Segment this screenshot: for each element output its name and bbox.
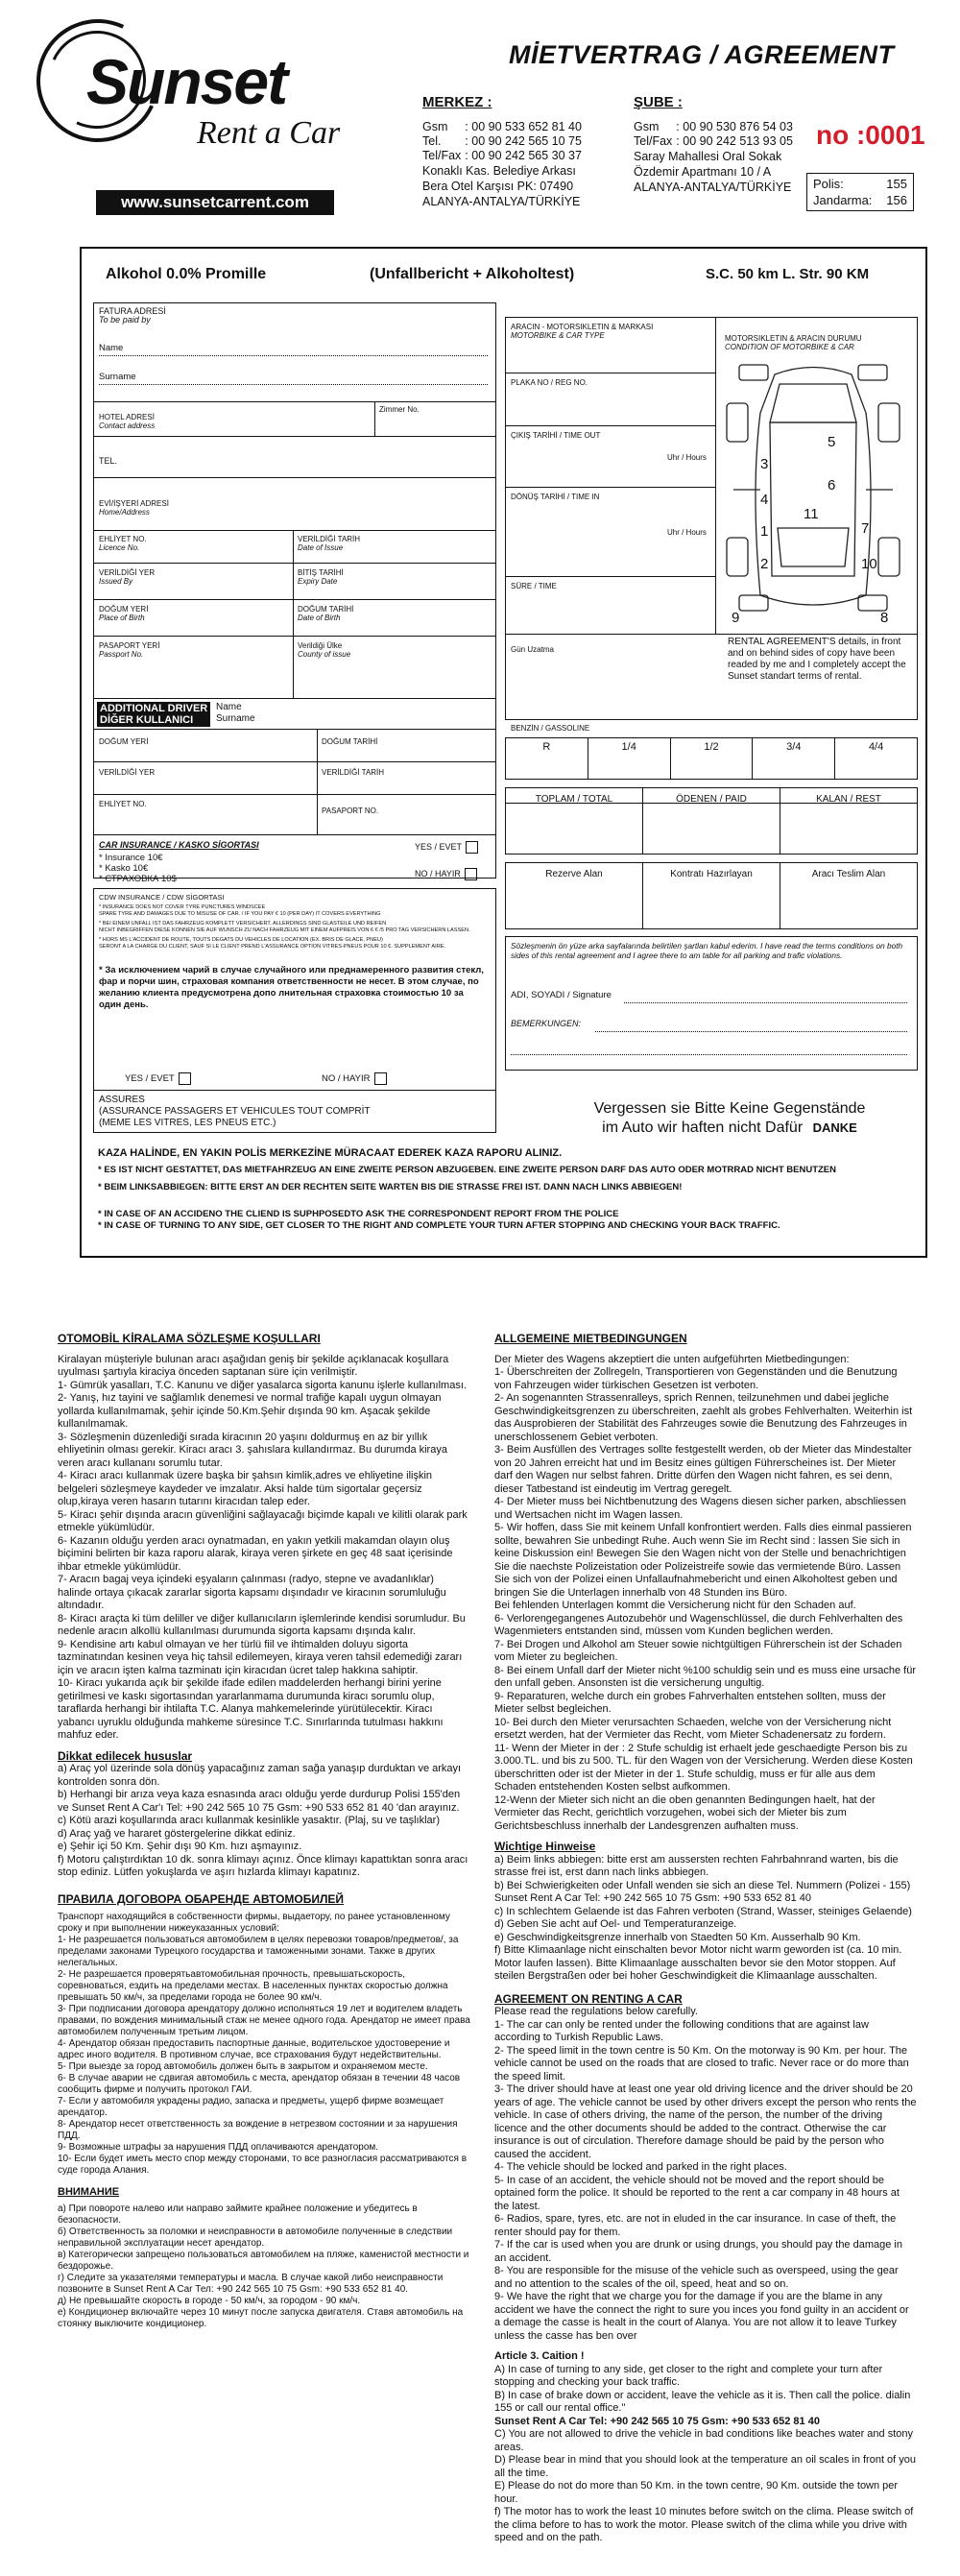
return-hours-label: Uhr / Hours (667, 528, 707, 537)
duration-label: SÜRE / TIME (511, 582, 557, 590)
exit-hours-label: Uhr / Hours (667, 453, 707, 462)
car-damage-diagram[interactable] (722, 355, 904, 626)
fuel-three-quarter[interactable]: 3/4 (753, 738, 835, 779)
fuel-label: BENZİN / GASSOLINE (511, 724, 590, 733)
alcohol-limit: Alkohol 0.0% Promille (106, 266, 267, 282)
danke-text: DANKE (812, 1120, 857, 1135)
tr-terms-title: OTOMOBİL KİRALAMA SÖZLEŞME KOŞULLARI (58, 1332, 321, 1345)
signatures-table (505, 862, 918, 929)
merkez-heading: MERKEZ : (422, 94, 492, 110)
insurance-no-checkbox[interactable] (465, 868, 477, 880)
contract-number: no :0001 (816, 120, 925, 150)
ad-birth-place-label: DOĞUM YERİ (99, 737, 149, 746)
brand-name: Sunset (86, 46, 287, 117)
zone-11: 11 (804, 506, 819, 522)
document-title: MİETVERTRAG / AGREEMENT (509, 40, 895, 69)
cdw-yes[interactable]: YES / EVET (125, 1072, 191, 1085)
payment-table (505, 787, 918, 855)
hotel-address-label: HOTEL ADRESİ Contact address (99, 413, 156, 430)
general-warnings: * ES IST NICHT GESTATTET, DAS MIETFAHRZEUG AN EINE ZWEITE PERSON ABZUGEBEN. EINE ZWEITE PERSON DARF DAS AUTO ODER MOTRRAD NICHT BENUTZEN * BEIM LINKSABBIEGEN: BITTE ERST AN DER RECHTEN SEITE WARTEN BIS DIE STRASSE FREI IST. DANN NACH LINKS ABBIEGEN! * IN CASE OF AN ACCIDENO THE CLIEND IS SUPHPOSEDTO ASK THE CORRESPONDENT REPORT FROM THE POLICE * IN CASE OF TURNING TO ANY SIDE, GET CLOSER TO THE RIGHT AND COMPLETE YOUR TURN AFTER STOPPING AND CHECKING YOUR BACK TRAFFIC. (98, 1165, 836, 1231)
vehicle-brand-label: ARACIN - MOTORSIKLETIN & MARKASI MOTORBIKE & CAR TYPE (511, 323, 654, 340)
terms-german-english: ALLGEMEINE MIETBEDINGUNGEN Der Mieter des Wagens akzeptiert die unten aufgeführten Mietbedingungen: 1- Überschreiten der Zollregeln, Transportieren von Gegenständen und die Benutzung von Fahrzeugen wider türkischen Gesetzen ist verboten. 2- An sogenannten Strassenralleys, sprich Rennen, teilzunehmen und dabei jegliche Geschwindigkeitsgrenzen zu überschreiten, zaehlt als grobes Fehlverhalten. Weiterhin ist das Ausprobieren der Stabilität des Fahrzeuges sowie die Benutzung des Fahrzeuges in unerschlossenem Gebiet verboten. 3- Beim Ausfüllen des Vertrages sollte festgestellt werden, ob der Mieter das Mindestalter von 20 Jahren erreicht hat und im Besitz eines gültigen Führerscheines ist. Der Mieter darf den Wagen nur selbst fahren. Dritte dürfen den Wagen nicht fahren, es sei denn, dieser Tatbestand ist eindeutig im Vertrag geregelt. 4- Der Mieter muss bei Nichtbenutzung des Wagens diesen sicher parken, abschliessen und Wertsachen nicht im Wagen lassen. 5- Wir hoffen, dass Sie mit keinem Unfall konfrontiert werden. Falls dies einmal passieren sollte, bewahren Sie unbedingt Ruhe. Auch wenn Sie im Recht sind : lassen Sie sich in keine Diskussion ein! Bewegen Sie den Wagen nicht von der Stelle und benachrichtigen Sie die naechste Polizeistation oder Polizeistreife sowie das vermietende Büro. Lassen Sie sich von der Polizei einen Unfallaufnahmebericht und einen Alkoholtest geben und bringen Sie die Unterlagen innerhalb von 48 Stunden ins Büro. Bei fehlenden Unterlagen kommt die Versicherung nicht für den Schaden auf. 6- Verlorengegangenes Autozubehör und Wagenschlüssel, die durch Fehlverhalten des Wagenmieters entstanden sind, müssen vom Kunden beglichen werden. 7- Bei Drogen und Alkohol am Steuer sowie nichtgültigen Führerschein ist der Schaden vom Mieter zu begleichen. 8- Bei einem Unfall darf der Mieter nicht %100 schuldig sein und es muss eine ursache für den unfall geben. Ansonsten ist die versicherung ungultig. 9- Reparaturen, welche durch ein grobes Fahrverhalten entstehen sollten, muss der Mieter selbst begleichen. 10- Bei durch den Mieter verursachten Schaeden, welche von der Versicherung nicht ersetzt werden, hat der Vermieter das Recht, vom Mieter Schadenersatz zu fordern. 11- Wenn der Mieter in der : 2 Stufe schuldig ist erhaelt jede geschaedigte Person bis zu 3.000.TL. und bis zu 500. TL. für den Wagen von der Versicherung. Werden diese Kosten überschritten oder ist der Mieter in der 1. Stufe schuldig, muss er für alle aus dem Schaden entstehenden Kosten selbst aufkommen. 12-Wenn der Mieter sich nicht an die oben genannten Bedingungen haelt, hat der Vermieter das Recht, gerichtlich vorzugehen, wobei sich der Mieter bis zum Gerichtsbeschluss innerhalb der Landesgrenzen aufhalten muss. Wichtige Hinweise a) Beim links abbiegen: bitte erst am aussersten rechten Fahrbahnrand warten, bis die strasse frei ist, erst dann nach links abbiegen. b) Bei Schwierigkeiten oder Unfall wenden sie sich an diese Tel. Nummern (Polizei - 155) Sunset Rent A Car Tel: +90 242 565 10 75 Gsm: +90 533 652 81 40 c) In schlechtem Gelaende ist das Fahren verboten (Strand, Wasser, steiniges Gelaende) d) Geben Sie acht auf Oel- und Temperaturanzeige. e) Geschwindigkeitsgrenze innerhalb von Staedten 50 Km. Ausserhalb 90 Km. f) Bitte Klimaanlage nicht einschalten bevor Motor nicht warm geworden ist (ca. 10 min. Motor laufen lassen). Bitte Klimaanlage ausschalten bevor sie den Motor stoppen. Auf steilen Bergstraßen oder bei hoher Geschwindigkeit die Klimaanlage ausschalten. AGREEMENT ON RENTING A CAR Please read the regulations below carefully. 1- The car can only be rented under the following conditions that are against law according to Turkish Republic Laws. 2- The speed limit in the town centre is 50 Km. On the motorway is 90 Km. per hour. The vehicle cannot be used on the roads that are closed to trafic. Never race or do more than the speed limit. 3- The driver should have at least one year old driving licence and the driver should be 20 years of age. The vehicle cannot be used by other drivers except the person who rents the vehicle. In case of others driving, the name of the person, the number of the driving licence and the other documents should be added to the contract. Otherwise the car insurance is out of circulation. Therefore damage should be paid by the person who caused the accident. 4- The vehicle should be locked and parked in the right places. 5- In case of an accident, the vehicle should not be moved and the report should be optained form the police. It should be reported to the rent a car company in 48 hours at the latest. 6- Radios, spare, tyres, etc. are not in eluded in the car insurance. In case of theft, the renter should pay for them. 7- If the car is used when you are drunk or using drungs, you should pay the damage in an accident. 8- You are responsible for the misuse of the vehicle such as overspeed, using the gear and no attention to the scales of the oil, speed, heat and so on. 9- We have the right that we charge you for the damage if you are the blame in any accident we have the connect the right to sure you inces you fond guilty in an accident or a demage the casse is healt in the court of Alanya. You are not allow it to leave Turkey unless the casse has ben over Article 3. Caition ! A) In case of turning to any side, get closer to the right and complete your turn after stopping and checking your back traffic. B) In case of brake down or accident, leave the vehicle as it is. Then call the police. dialin 155 or call our rental office." Sunset Rent A Car Tel: +90 242 565 10 75 Gsm: +90 533 652 81 40 C) You are not allowed to drive the vehicle in bad conditions like beaches water and stony areas. D) Please bear in mind that you should look at the temperature an oil scales in front of you all the time. E) Please do not do more than 50 Km. in the town centre, 90 Km. outside the town per hour. f) The motor has to work the least 10 minutes before switch on the clima. Please switch of the clima before to has to work the motor. Please switch of the clima while you drive with speed and on the path. (494, 1332, 917, 2543)
cdw-no-checkbox[interactable] (374, 1072, 387, 1085)
ru-terms-title: ПРАВИЛА ДОГОВОРА ОБАРЕНДЕ АВТОМОБИЛЕЙ (58, 1891, 345, 1906)
zone-1: 1 (760, 523, 769, 540)
sube-heading: ŞUBE : (634, 94, 683, 110)
accident-note: (Unfallbericht + Alkoholtest) (370, 266, 575, 282)
sube-office (634, 94, 806, 195)
exit-time-label: ÇIKIŞ TARİHİ / TIME OUT (511, 431, 601, 440)
zone-8: 8 (880, 610, 889, 626)
zone-10: 10 (861, 556, 877, 572)
rest-label: KALAN / REST (816, 794, 881, 805)
remarks-field[interactable] (595, 1031, 907, 1032)
insurance-yes-checkbox[interactable] (466, 841, 478, 854)
total-label: TOPLAM / TOTAL (506, 788, 643, 854)
surname-field[interactable] (99, 384, 488, 385)
insurance-prices: * Insurance 10€ * Kasko 10€ * СТРАХОВКА 10$ (99, 853, 177, 884)
return-time-label: DÖNÜŞ TARİHİ / TIME IN (511, 493, 600, 501)
forget-items-note: Vergessen sie Bitte Keine Gegenstände im Auto wir haften nicht Dafür DANKE (593, 1100, 866, 1136)
insurance-no[interactable]: NO / HAYIR (415, 868, 477, 880)
zone-6: 6 (828, 477, 836, 494)
fuel-full[interactable]: 4/4 (868, 741, 884, 753)
signature-field[interactable] (624, 1002, 907, 1003)
zone-7: 7 (861, 520, 870, 537)
preparer-label: Kontratı Hazırlayan (643, 863, 780, 928)
insurance-yes[interactable]: YES / EVET (415, 841, 478, 854)
insurance-small-print: * INSURANCE DOES NOT COVER TYRE PUNCTURES WINDSCEE SPARE TYRE AND DAMAGES DUE TO MISUSE OF CAR. / IF YOU PAY € 10 (PER DAY) IT COVERS EVERYTHING * BEI EINEM UNFALL IST DAS FAHRZEUG KOMPLETT VERSICHERT. ALLERDINGS SIND GLASTEILE UND REIFEN NICHT INBEGRIFFEN DIESE KONNEN SIE AUF WUNSCH ZU NACH FAHRZEUG MIT EINEM AUFPREIS VON 6 € /5 PRO TAG VERSICHERN LASSEN. * HORS MS L'ACCIDENT DE ROUTE, TOUTS DEGATS DU VEHICLES DE LOCATION (EX. BRIS DE GLACE, PNEU) SERONT A LA CHARGE DU CLIENT, SAUF SI LE CLIENT PREND L'ASSURANCE OPTION VITRES-PNEUS POUR 10 €. SUPPLEMENT AIRE. (99, 904, 470, 950)
licence-label: EHLİYET NO. Licence No. (99, 535, 147, 552)
en-caution-title: Article 3. Caition ! (494, 2350, 585, 2362)
sube-phones: Gsm : 00 90 530 876 54 03 Tel/Fax : 00 90 242 513 93 05 (634, 120, 793, 148)
ad-licence-label: EHLİYET NO. (99, 800, 147, 808)
de-notes-title: Wichtige Hinweise (494, 1840, 596, 1853)
ad-birth-date-label: DOĞUM TARİHİ (322, 737, 378, 746)
birth-place-label: DOĞUM YERİ Place of Birth (99, 605, 149, 622)
home-address-label: EVİ/İŞYERİ ADRESİ Home/Address (99, 499, 169, 517)
name-label: Name (99, 343, 124, 353)
additional-driver-name: Name Surname (216, 702, 255, 724)
zone-4: 4 (760, 492, 769, 508)
passport-label: PASAPORT YERİ Passport No. (99, 641, 160, 659)
fuel-quarter[interactable]: 1/4 (588, 738, 671, 779)
plate-label: PLAKA NO / REG NO. (511, 378, 588, 387)
zone-9: 9 (732, 610, 740, 626)
de-terms-title: ALLGEMEINE MIETBEDINGUNGEN (494, 1332, 687, 1345)
deliverer-label: Aracı Teslim Alan (811, 869, 886, 879)
expiry-label: BİTİŞ TARİHİ Expiry Date (298, 568, 344, 586)
issue-date-label: VERİLDİĞİ TARİH Date of Issue (298, 535, 361, 552)
zone-2: 2 (760, 556, 769, 572)
ad-issue-date-label: VERİLDİĞİ TARİH (322, 768, 385, 777)
billing-address-label: FATURA ADRESİ To be paid by (99, 306, 166, 325)
declaration-text: Sözleşmenin ön yüze arka sayfalarında belirtilen şartları kabul ederim. I have read the terms conditions on both sides of this rental agreement and I agree there to am table for all parking and trafic violations. (511, 941, 903, 960)
receiver-label: Rezerve Alan (506, 863, 643, 928)
speed-limit: S.C. 50 km L. Str. 90 KM (706, 266, 870, 282)
condition-label: MOTORSIKLETIN & ARACIN DURUMU CONDITION OF MOTORBIKE & CAR (725, 334, 862, 351)
ad-passport-label: PASAPORT NO. (322, 807, 379, 815)
additional-driver-banner: ADDITIONAL DRIVER DİĞER KULLANICI (97, 702, 210, 727)
zone-3: 3 (760, 456, 769, 472)
zone-5: 5 (828, 434, 836, 450)
sube-address: Saray Mahallesi Oral Sokak Özdemir Apartmanı 10 / A ALANYA-ANTALYA/TÜRKİYE (634, 150, 792, 194)
ru-notes-title: ВНИМАНИЕ (58, 2186, 120, 2198)
merkez-address: Konaklı Kas. Belediye Arkası Bera Otel Karşısı PK: 07490 ALANYA-ANTALYA/TÜRKİYE (422, 164, 581, 208)
fuel-gauge[interactable] (505, 737, 918, 780)
brand-subtitle: Rent a Car (197, 115, 341, 151)
paid-label: ÖDENEN / PAID (643, 788, 780, 854)
terms-turkish: OTOMOBİL KİRALAMA SÖZLEŞME KOŞULLARI Kiralayan müşteriyle bulunan aracı aşağıdan geniş bir şekilde açıklanacak koşullara uyulması şartıyla kiraciya önceden saptanan süre için verilmiştir. 1- Gümrük yasalları, T.C. Kanunu ve diğer yasalarca sigorta kanunu işlerle kullanılması. 2- Yanış, hız tayini ve sağlamlık denemesi ve normal trafiğe kapalı uygun olmayan yollarda kullanılmamak, şehir içinde 50.Km.Şehir dışında 90 km. Aşacak şekilde kullanılmamak. 3- Sözleşmenin düzenlediği sırada kiracının 20 yaşını doldurmuş en az bir yıllık ehliyetinin olması gerekir. Kiracı aracı 3. şahıslara kullandırmaz. Bu durumda kiraya veren aracı kullananı sorumlu tutar. 4- Kiracı aracı kullanmak üzere başka bir şahsın kimlik,adres ve ehliyetine ilişkin belgeleri sözleşmeye kaydeder ve imzalatır. Aksi halde tüm sigortalar geçersiz olup,kiraya veren hasarın tutarını kiracıdan talep eder. 5- Kiracı şehir dışında aracın güvenliğini sağlayacağı biçimde kapalı ve kilitli olarak park etmekle yükümlüdür. 6- Kazanın olduğu yerden aracı oynatmadan, en yakın yetkili makamdan olayın oluş biçimini belirten bir kaza raporu alarak, kiraya veren şirkete en geç 48 saat içerisinde ihbar etmekle yükümlüdür. 7- Aracın bagaj veya içindeki eşyaların çalınması (radyo, stepne ve avadanlıklar) halinde ortaya çıkacak zararlar sigorta kapsamı dışındadır ve kiracının sorumluluğu altındadır. 8- Kiracı araçta ki tüm deliller ve diğer kullanıcıların işlemlerinde kendisi sorumludur. Bu nedenle aracın alkollü kullanılması durumunda sigorta kapsamı dışında kalır. 9- Kendisine artı kabul olmayan ve her türlü fiil ve ihtimalden doluyu sigorta tazminatından kesinen veya hiç tahsil edilemeyen, kiraya veren tahsil edemediği zararı için ve aracın işten kalma tazminatı için kiracıdan ücret talep hakkına sahiptir. 10- Kiracı yukarıda açık bir şekilde ifade edilen maddelerden herhangi birini yerine getirilmesi ve kaskı sigortasından yararlanmama durumunda kiracı sorumlu olup, taraflarda herhangi bir ihtilafta T.C. Alanya mahkemelerinde yürütülecektir. Kiracı yabancı uyruklu olduğunda mahkeme süresince T.C. Sınırlarında tutulması hakkını mahfuz eder. Dikkat edilecek hususlar a) Araç yol üzerinde sola dönüş yapacağınız zaman sağa yanaşıp durduktan ve arkayı kontrolden sonra dön. b) Herhangi bir arıza veya kaza esnasında aracı olduğu yerde durdurup Polisi 155'den ve Sunset Rent A Car'ı Tel: +90 242 565 10 75 Gsm: +90 533 652 81 40 'dan arayınız. c) Kötü arazi koşullarında aracı kullanmak kesinlikle yasaktır. (Plaj, su ve taşlıklar) d) Araç yağ ve hararet göstergelerine dikkat ediniz. e) Şehir içi 50 Km. Şehir dışı 90 Km. hızı aşmayınız. f) Motoru çalıştırdıktan 10 dk. sonra klimayı açınız. Önce klimayı kapattıktan sonra aracı stop ediniz. Lütfen yokuşlarda ve aşırı hızlarda klimayı kapatınız. ПРАВИЛА ДОГОВОРА ОБАРЕНДЕ АВТОМОБИЛЕЙ Транспорт находящийся в собственности фирмы, выдаетору, по ранее установленному сроку и при выполнении нижеуказанных условий: 1- Не разрешается пользоваться автомобилем в целях перевозки товаров/предметов/, за пределами законами Турецкого государства и таможенными зонами. Также в других нелегальных. 2- Не разрешается проверятьавтомобильная прочность, превышатьскорость, соревноваться, ездить на пределами местах. В населенных пунктах скоростью должна превышать 50 км/ч, за пределами города не более 90 км/ч. 3- При подписании договора арендатору должно исполняться 19 лет и водителем владеть правами, по вождения минимальный стаж не менее одного года. Арендатор не имеет права автомобилем полученным третьим лицом. 4- Арендатор обязан предоставить паспортные данные, водительское удостоверение и адрес иного водителя. В противном случае, все страхования будут недействительны. 5- При выезде за город автомобиль должен быть в закрытом и охраняемом месте. 6- В случае аварии не сдвигая автомобиль с места, арендатор обязан в течении 48 часов сообщить фирме и получить протокол ГАИ. 7- Если у автомобиля украдены радио, запаска и предметы, ущерб фирме возмещает арендатор. 8- Арендатор несет ответственность за вождение в нетрезвом состоянии и за нарушения ПДД. 9- Возможные штрафы за нарушения ПДД оплачиваются арендатором. 10- Если будет иметь место спор между сторонами, то все разногласия рассматриваются в суде города Алания. ВНИМАНИЕ а) При повороте налево или направо займите крайнее положение и убедитесь в безопасности. б) Ответственность за поломки и неисправности в автомобиле полученные в следствии неправильной эксплуатации несет арендатор. в) Категорически запрещено пользоваться автомобилем на пляже, каменистой местности и бездорожье. г) Следите за указателями температуры и масла. В случае какой либо неисправности позвоните в Sunset Rent A Car Тел: +90 242 565 10 75 Gsm: +90 533 652 81 40. д) Не превышайте скорость в городе - 50 км/ч, за городом - 90 км/ч. е) Кондиционер включайте через 10 минут после запуска двигателя. Ставя автомобиль на стоянку выключите кондиционер. (58, 1332, 470, 2329)
ad-issued-by-label: VERİLDİĞİ YER (99, 768, 156, 777)
extension-label: Gün Uzatma (511, 645, 554, 654)
tel-label: TEL. (99, 456, 118, 466)
police-numbers: Polis: 155 Jandarma: 156 (806, 173, 914, 211)
fuel-half[interactable]: 1/2 (671, 738, 754, 779)
tr-notes-title: Dikkat edilecek hususlar (58, 1748, 193, 1763)
car-insurance-label: CAR INSURANCE / KASKO SİGORTASI (99, 840, 259, 850)
russian-insurance-note: * За исключением чарий в случае случайного или преднамеренного развития стекл, фар и порчи шин, страховая компания ответственности не несет. В этом случае, по желанию клиента предусмотрена допо лнительная страховка стоимостью 10 за один день. (99, 965, 484, 1010)
merkez-office (422, 94, 586, 209)
issued-by-label: VERİLDİĞİ YER Issued By (99, 568, 156, 586)
website-link[interactable]: www.sunsetcarrent.com (96, 190, 334, 215)
cdw-no[interactable]: NO / HAYIR (322, 1072, 387, 1085)
surname-label: Surname (99, 372, 136, 382)
accident-warning: KAZA HALİNDE, EN YAKIN POLİS MERKEZİNE MÜRACAAT EDEREK KAZA RAPORU ALINIZ. (98, 1147, 563, 1159)
assures-label: ASSURES (ASSURANCE PASSAGERS ET VEHICULES TOUT COMPRİT (MEME LES VITRES, LES PNEUS ETC.) (99, 1095, 371, 1128)
room-no-label: Zimmer No. (379, 405, 420, 414)
signature-label: ADI, SOYADI / Signature (511, 990, 612, 1000)
birth-date-label: DOĞUM TARİHİ Date of Birth (298, 605, 354, 622)
en-terms-title: AGREEMENT ON RENTING A CAR (494, 1991, 683, 2006)
name-field[interactable] (99, 355, 488, 356)
merkez-phones: Gsm : 00 90 533 652 81 40 Tel. : 00 90 242 565 10 75 Tel/Fax : 00 90 242 565 30 37 (422, 120, 582, 162)
remarks-label: BEMERKUNGEN: (511, 1019, 582, 1028)
country-label: Verildiği Ülke County of issue (298, 641, 351, 659)
cdw-label: CDW INSURANCE / CDW SİGORTASI (99, 893, 225, 902)
rental-terms-acceptance: RENTAL AGREEMENT'S details, in front and on behind sides of copy have been readed by me and I completely accept the Sunset standart terms of rental. (728, 637, 906, 682)
customer-block (93, 302, 496, 879)
fuel-r[interactable]: R (506, 738, 588, 779)
cdw-yes-checkbox[interactable] (179, 1072, 191, 1085)
